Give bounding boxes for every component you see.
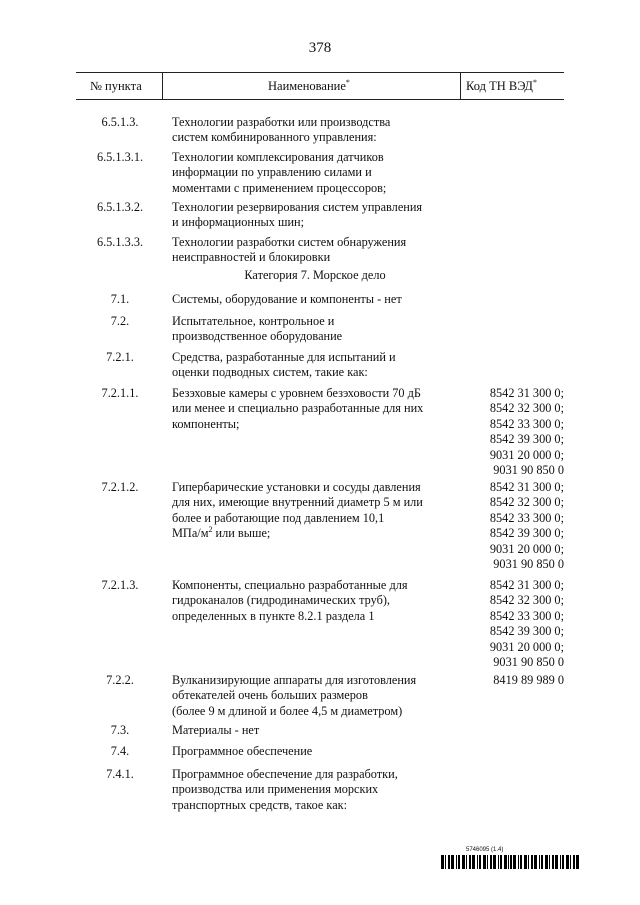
hs-code: 8542 39 300 0; bbox=[489, 624, 564, 639]
item-number: 7.4.1. bbox=[106, 767, 134, 781]
hs-codes bbox=[460, 386, 564, 478]
item-name: Программное обеспечение bbox=[172, 744, 313, 758]
item-name: Вулканизирующие аппараты для изготовления обтекателей очень больших размеров (более 9 м длиной и более 4,5 м диаметром) bbox=[172, 673, 417, 718]
item-number: 6.5.1.3. bbox=[101, 115, 139, 129]
hs-code: 8542 32 300 0; bbox=[489, 401, 564, 416]
item-name: Гипербарические установки и сосуды давления для них, имеющие внутренний диаметр 5 м или более и работающие под давлением 10,1 МПа/$м^2$ или выше; bbox=[172, 480, 423, 541]
item-number: 7.2.1.1. bbox=[101, 386, 139, 400]
barcode-bar bbox=[490, 855, 492, 869]
item-name: Компоненты, специально разработанные для гидроканалов (гидродинамических труб), определенных в пункте 8.2.1 раздела 1 bbox=[172, 578, 408, 623]
item-number: 7.2.1.3. bbox=[101, 578, 139, 592]
barcode-bar bbox=[541, 855, 543, 869]
hs-code: 9031 20 000 0; bbox=[489, 447, 564, 462]
item-number: 7.2. bbox=[110, 314, 130, 328]
item-name: Средства, разработанные для испытаний и оценки подводных систем, такие как: bbox=[172, 350, 396, 380]
item-number: 6.5.1.3.3. bbox=[96, 235, 144, 249]
barcode-bar bbox=[513, 855, 516, 869]
item-number: 7.2.2. bbox=[106, 673, 134, 687]
barcode-bar bbox=[528, 855, 529, 869]
barcode-bar bbox=[448, 855, 450, 869]
header-item-number: № пункта bbox=[90, 79, 142, 93]
barcode-bar bbox=[534, 855, 537, 869]
barcode-bar bbox=[539, 855, 540, 869]
barcode-bar bbox=[469, 855, 471, 869]
barcode-bar bbox=[498, 855, 499, 869]
item-name: Материалы - нет bbox=[172, 723, 260, 737]
barcode-bar bbox=[570, 855, 571, 869]
hs-code: 8542 33 300 0; bbox=[489, 416, 564, 431]
barcode-bar bbox=[549, 855, 550, 869]
hs-codes bbox=[460, 480, 564, 572]
hs-code: 8542 32 300 0; bbox=[489, 495, 564, 510]
barcode bbox=[441, 855, 581, 869]
barcode-bar bbox=[576, 855, 579, 869]
barcode-bar bbox=[445, 855, 446, 869]
hs-code: 8542 33 300 0; bbox=[489, 608, 564, 623]
hs-code: 9031 20 000 0; bbox=[489, 541, 564, 556]
item-number: 7.3. bbox=[110, 723, 130, 737]
header-code-footnote: * bbox=[532, 77, 537, 87]
barcode-bar bbox=[508, 855, 509, 869]
barcode-bar bbox=[479, 855, 481, 869]
hs-code: 9031 20 000 0; bbox=[489, 639, 564, 654]
item-name: Технологии резервирования систем управления и информационных шин; bbox=[172, 200, 423, 230]
barcode-bar bbox=[477, 855, 478, 869]
item-name: Технологии разработки систем обнаружения неисправностей и блокировки bbox=[172, 235, 407, 265]
barcode-bar bbox=[493, 855, 496, 869]
item-name: Безэховые камеры с уровнем безэховости 70 дБ или менее и специально разработанные для них компоненты; bbox=[172, 386, 424, 431]
barcode-bar bbox=[552, 855, 554, 869]
item-name: Технологии разработки или производства систем комбинированного управления: bbox=[172, 115, 391, 145]
barcode-bar bbox=[560, 855, 561, 869]
barcode-bar bbox=[466, 855, 467, 869]
barcode-bar bbox=[441, 855, 444, 869]
item-number: 6.5.1.3.1. bbox=[96, 150, 144, 164]
hs-codes bbox=[460, 578, 564, 670]
hs-code: 8419 89 989 0 bbox=[493, 673, 564, 687]
barcode-bar bbox=[456, 855, 457, 869]
barcode-bar bbox=[520, 855, 522, 869]
barcode-bar bbox=[518, 855, 519, 869]
header-code-label: Код ТН ВЭД bbox=[466, 79, 533, 93]
barcode-bar bbox=[573, 855, 575, 869]
barcode-bar bbox=[510, 855, 512, 869]
barcode-bar bbox=[504, 855, 507, 869]
barcode-label: 5746095 (1.4) bbox=[466, 847, 504, 853]
hs-code: 9031 90 850 0 bbox=[493, 463, 564, 478]
item-number: 7.1. bbox=[110, 292, 130, 306]
item-name: Технологии комплексирования датчиков информации по управлению силами и моментами с применением процессоров; bbox=[172, 150, 387, 195]
hs-code: 8542 39 300 0; bbox=[489, 526, 564, 541]
item-name: Программное обеспечение для разработки, производства или применения морских транспортных средств, такое как: bbox=[172, 767, 398, 812]
hs-codes bbox=[460, 673, 564, 688]
item-number: 6.5.1.3.2. bbox=[96, 200, 144, 214]
barcode-bar bbox=[483, 855, 486, 869]
barcode-bar bbox=[458, 855, 460, 869]
unit-superscript: 2 bbox=[208, 525, 213, 535]
header-name-label: Наименование bbox=[268, 79, 346, 93]
hs-code: 8542 33 300 0; bbox=[489, 510, 564, 525]
barcode-bar bbox=[500, 855, 502, 869]
item-number: 7.2.1. bbox=[106, 350, 134, 364]
barcode-bar bbox=[524, 855, 527, 869]
hs-code: 9031 90 850 0 bbox=[493, 557, 564, 572]
hs-code: 9031 90 850 0 bbox=[493, 655, 564, 670]
barcode-bar bbox=[555, 855, 558, 869]
barcode-bar bbox=[487, 855, 488, 869]
item-name: Испытательное, контрольное и производственное оборудование bbox=[172, 314, 343, 344]
barcode-bar bbox=[451, 855, 454, 869]
hs-code: 8542 31 300 0; bbox=[489, 578, 564, 592]
barcode-bar bbox=[562, 855, 564, 869]
hs-code: 8542 31 300 0; bbox=[489, 480, 564, 494]
barcode-bar bbox=[545, 855, 548, 869]
barcode-bar bbox=[472, 855, 475, 869]
item-number: 7.2.1.2. bbox=[101, 480, 139, 494]
barcode-bar bbox=[531, 855, 533, 869]
hs-code: 8542 32 300 0; bbox=[489, 593, 564, 608]
barcode-bar bbox=[566, 855, 569, 869]
page-number: 378 bbox=[308, 40, 332, 56]
category-heading: Категория 7. Морское дело bbox=[244, 268, 386, 282]
item-number: 7.4. bbox=[110, 744, 130, 758]
item-name: Системы, оборудование и компоненты - нет bbox=[172, 292, 402, 306]
hs-code: 8542 31 300 0; bbox=[489, 386, 564, 400]
header-name-footnote: * bbox=[345, 77, 350, 87]
hs-code: 8542 39 300 0; bbox=[489, 432, 564, 447]
barcode-bar bbox=[462, 855, 465, 869]
